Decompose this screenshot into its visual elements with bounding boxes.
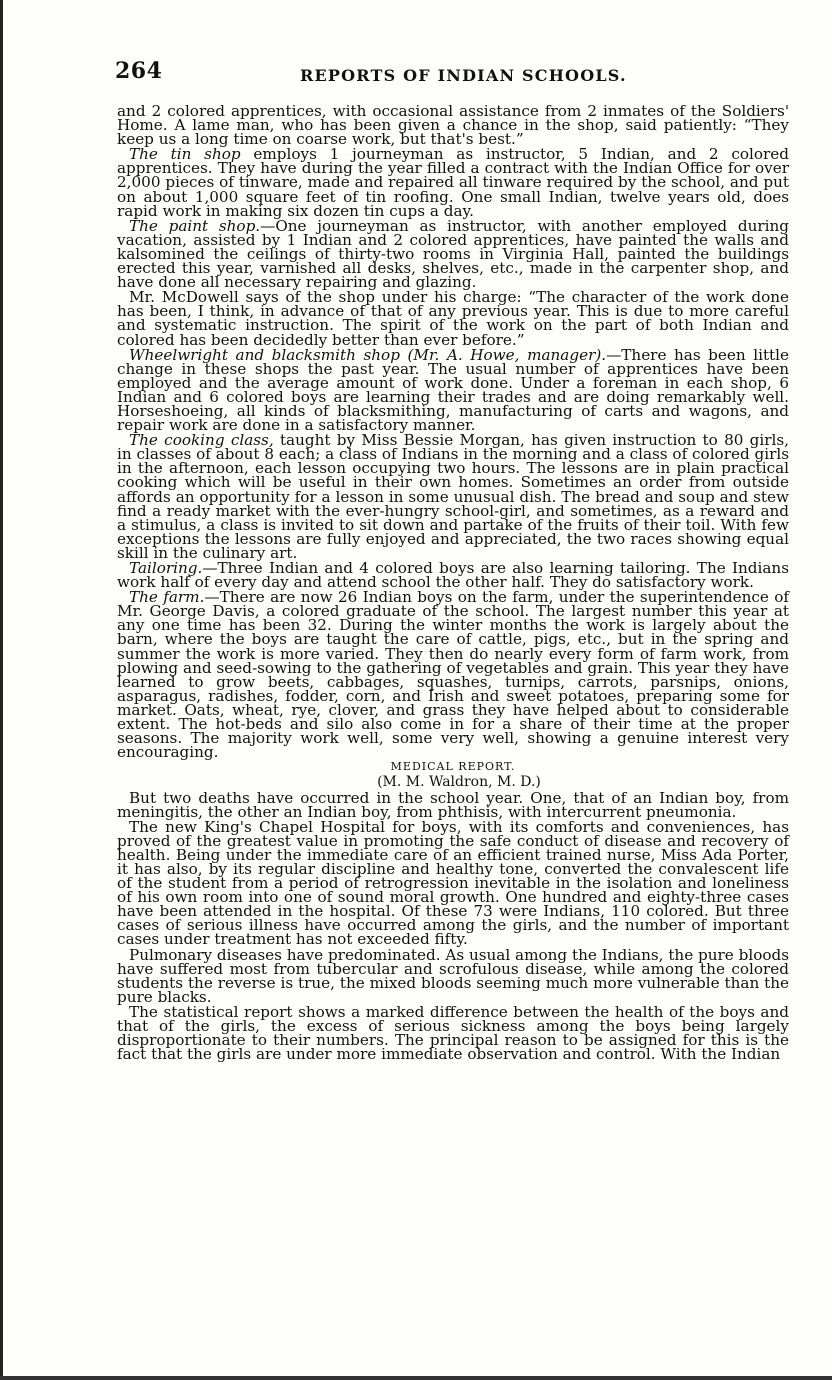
paragraph: The farm.—There are now 26 Indian boys on the farm, under the superintendence of Mr. George Davis, a colored graduate of the school. The largest number this year at any one time has been 32. During the winter months the work is largely about the barn, where the boys are taught the care of cattle, pigs, etc., but in the spring and summer the work is more varied. They then do nearly every form of farm work, from plowing and seed-sowing to the gathering of vegetables and grain. This year they have learned to grow beets, cabbages, squashes, turnips, carrots, parsnips, onions, asparagus, radishes, fodder, corn, and Irish and sweet potatoes, preparing some for market. Oats, wheat, rye, clover, and grass they have helped about to considerable extent. The hot-beds and silo also come in for a share of their time at the proper seasons. The majority work well, some very well, showing a genuine interest very encouraging. — [117, 588, 789, 762]
paragraph: Wheelwright and blacksmith shop (Mr. A. Howe, manager).—There has been little change in these shops the past year. The usual number of apprentices have been employed and the average amount of work done. Under a foreman in each shop, 6 Indian and 6 colored boys are learning their trades and are doing remarkably well. Horseshoeing, all kinds of blacksmithing, manufacturing of carts and wagons, and repair work are done in a satisfactory manner. — [117, 345, 789, 435]
paragraph: The paint shop.—One journeyman as instructor, with another employed during vacation, assisted by 1 Indian and 2 colored apprentices, have painted the walls and kalsomined the ceilings of thirty-two rooms in Virginia Hall, painted the buildings erected this year, varnished all desks, shelves, etc., made in the carpenter shop, and have done all necessary repairing and glazing. — [117, 216, 789, 292]
paragraph: The tin shop employs 1 journeyman as instructor, 5 Indian, and 2 colored apprentices. They have during the year filled a contract with the Indian Office for over 2,000 pieces of tinware, made and repaired all tinware required by the school, and put on about 1,000 square feet of tin roofing. One small Indian, twelve years old, does rapid work in making six dozen tin cups a day. — [117, 145, 789, 220]
paragraph: Tailoring.—Three Indian and 4 colored boys are also learning tailoring. The Indians work half of every day and attend school the other half. They do satisfactory work. — [117, 559, 789, 592]
paragraph-lead: The tin shop — [129, 145, 241, 164]
paragraph-lead: Tailoring. — [129, 559, 203, 577]
section-author: (M. M. Waldron, M. D.) — [377, 774, 541, 791]
paragraph-lead: The farm. — [129, 588, 205, 607]
paragraph-lead: Wheelwright and blacksmith shop (Mr. A. Howe, manager). — [129, 345, 607, 364]
paragraph-lead: The paint shop. — [129, 216, 261, 235]
paragraph: The statistical report shows a marked difference between the health of the boys and that of the girls, the excess of serious sickness among the boys being largely disproportionate to their numbers. The principal reason to be assigned for this is the fact that the girls are under more immediate observation and control. With the Indian — [117, 1002, 789, 1064]
page-edge-bottom — [0, 1376, 832, 1380]
page-number: 264 — [115, 58, 163, 84]
paragraph: The new King's Chapel Hospital for boys, with its comforts and conveniences, has proved of the greatest value in promoting the safe conduct of disease and recovery of health. Being under the immediate care of an efficient trained nurse, Miss Ada Porter, it has also, by its regular discipline and healthy tone, converted the convalescent life of the student from a period of retrogression inevitable in the isolation and loneliness of his own room into one of sound moral growth. One hundred and eighty-three cases have been attended in the hospital. Of these 73 were Indians, 110 colored. But three cases of serious illness have occurred among the girls, and the number of important cases under treatment has not exceeded fifty. — [117, 817, 789, 949]
paragraph: But two deaths have occurred in the school year. One, that of an Indian boy, from meningitis, the other an Indian boy, from phthisis, with intercurrent pneumonia. — [117, 788, 789, 821]
paragraph: Mr. McDowell says of the shop under his charge: “The character of the work done has been, I think, in advance of that of any previous year. This is due to more careful and systematic instruction. The spirit of the work on the part of both Indian and colored has been decidedly better than ever before.” — [117, 288, 789, 349]
paragraph: The cooking class, taught by Miss Bessie Morgan, has given instruction to 80 girls, in classes of about 8 each; a class of Indians in the morning and a class of colored girls in the afternoon, each lesson occupying two hours. The lessons are in plain practical cooking which will be useful in their own homes. Sometimes an order from outside affords an opportunity for a lesson in some unusual dish. The bread and soup and stew find a ready market with the ever-hungry school-girl, and sometimes, as a reward and a stimulus, a class is invited to sit down and partake of the fruits of their toil. With few exceptions the lessons are fully enjoyed and appreciated, the two races showing equal skill in the culinary art. — [117, 431, 789, 562]
paragraph: Pulmonary diseases have predominated. As usual among the Indians, the pure bloods have suffered most from tubercular and scrofulous disease, while among the colored students the reverse is true, the mixed bloods seeming much more vulnerable than the pure blacks. — [117, 945, 789, 1006]
paragraph-lead: The cooking class, — [129, 431, 274, 450]
section-heading: MEDICAL REPORT. — [390, 760, 516, 774]
page-header — [115, 58, 780, 88]
page-edge-left — [0, 0, 3, 1380]
body-text — [117, 102, 789, 1064]
running-title: REPORTS OF INDIAN SCHOOLS. — [300, 66, 627, 85]
paragraph: and 2 colored apprentices, with occasional assistance from 2 inmates of the Soldiers' Home. A lame man, who has been given a chance in the shop, said patiently: “They keep us a long time on coarse work, but that's best.” — [117, 102, 789, 149]
